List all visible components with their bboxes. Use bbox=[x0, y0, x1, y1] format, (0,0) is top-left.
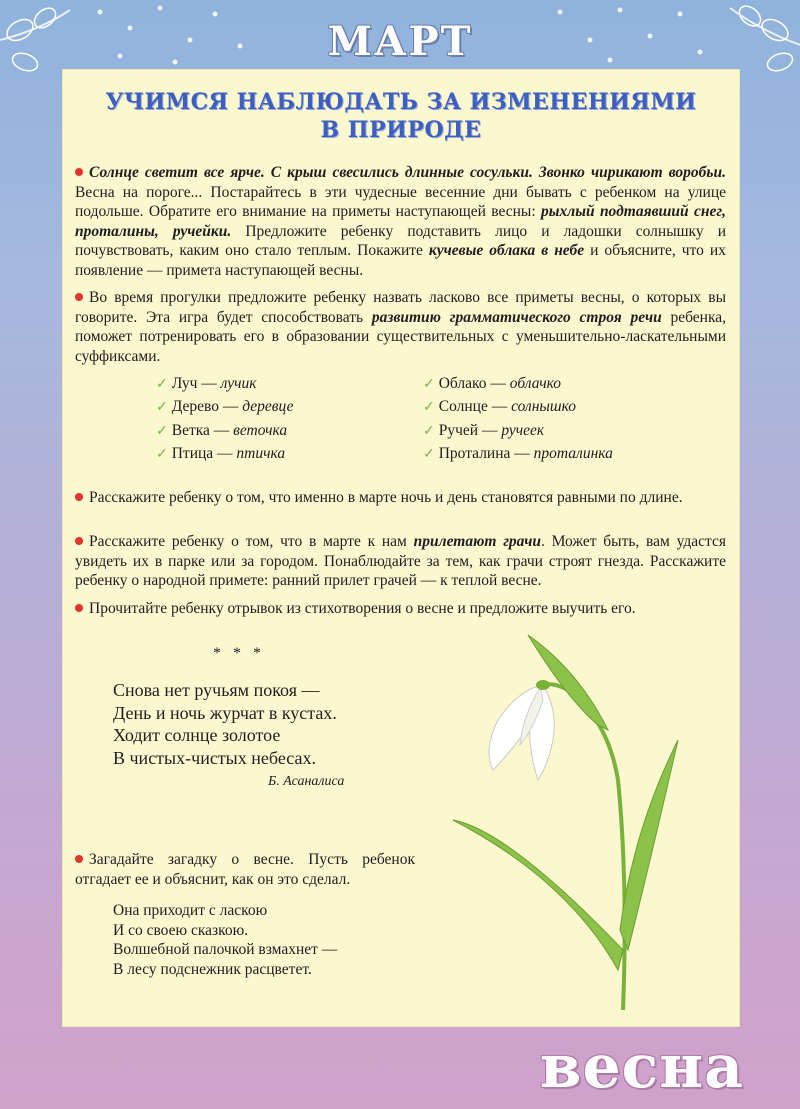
pair-8 bbox=[423, 445, 613, 463]
pair-diminutive: деревце bbox=[242, 398, 294, 415]
p1-bold-2: рыхлый подтаявший снег, проталины, ручейки. bbox=[75, 203, 726, 240]
poem-line: День и ночь журчат в кустах. bbox=[113, 702, 337, 723]
pair-dash: — bbox=[487, 398, 512, 415]
pair-diminutive: ручеек bbox=[501, 422, 545, 439]
riddle-line: Волшебной палочкой взмахнет — bbox=[113, 941, 338, 958]
pair-dash: — bbox=[486, 375, 510, 392]
p2-bold: развитию грамматического строя речи bbox=[371, 308, 662, 326]
red-dot-icon bbox=[75, 537, 83, 545]
pair-word: Птица bbox=[171, 445, 214, 462]
pair-diminutive: солнышко bbox=[511, 398, 576, 415]
p4-text-b: . Может быть, вам удастся увидеть их в парке или за городом. Понаблюдайте за тем, как грачи строят гнезда. Расскажите ребенку о народной примете: ранний прилет грачей — к теплой весне. bbox=[75, 533, 726, 589]
p3-text: Расскажите ребенку о том, что именно в марте ночь и день становятся равными по длине. bbox=[89, 489, 683, 506]
check-icon: ✓ bbox=[156, 377, 168, 392]
pair-diminutive: лучик bbox=[220, 375, 257, 392]
poem-line: В чистых-чистых небесах. bbox=[113, 747, 316, 768]
pair-word: Луч bbox=[171, 375, 198, 392]
pair-dash: — bbox=[209, 422, 234, 439]
pair-5 bbox=[423, 375, 561, 393]
paragraph-2 bbox=[75, 288, 726, 366]
check-icon: ✓ bbox=[423, 424, 435, 439]
check-icon: ✓ bbox=[423, 377, 435, 392]
check-icon: ✓ bbox=[156, 447, 168, 462]
red-dot-icon bbox=[75, 855, 83, 863]
pair-7 bbox=[423, 422, 544, 440]
p1-text-c: и объясните, что их появление — примета наступающей весны. bbox=[75, 242, 726, 279]
pair-diminutive: облачко bbox=[509, 375, 562, 392]
riddle-line: В лесу подснежник расцветет. bbox=[113, 960, 312, 978]
paragraph-3 bbox=[75, 488, 726, 508]
pair-dash: — bbox=[218, 398, 243, 415]
title-line-1: УЧИМСЯ НАБЛЮДАТЬ ЗА ИЗМЕНЕНИЯМИ bbox=[105, 89, 697, 115]
title-line-2: В ПРИРОДЕ bbox=[320, 117, 482, 143]
check-icon: ✓ bbox=[156, 400, 168, 415]
red-dot-icon bbox=[75, 604, 83, 612]
poem-line: Снова нет ручьям покоя — bbox=[113, 680, 320, 700]
paragraph-1 bbox=[75, 163, 726, 280]
check-icon: ✓ bbox=[423, 447, 435, 462]
pair-diminutive: веточка bbox=[233, 422, 288, 439]
pair-dash: — bbox=[197, 375, 221, 392]
riddle bbox=[113, 901, 337, 979]
pair-diminutive: птичка bbox=[236, 445, 286, 462]
pair-dash: — bbox=[510, 445, 534, 462]
poem-author: Б. Асаналиса bbox=[268, 774, 345, 789]
snowdrop-illustration bbox=[448, 630, 688, 1020]
pair-word: Солнце bbox=[438, 398, 488, 415]
pair-1 bbox=[156, 375, 257, 393]
pair-6 bbox=[423, 398, 576, 416]
season-label: весна bbox=[539, 1032, 744, 1102]
poem bbox=[113, 679, 337, 769]
month-header: МАРТ bbox=[327, 18, 473, 65]
p1-text-a: Весна на пороге... Постарайтесь в эти чудесные весенние дни бывать с ребенком на улице подольше. Обратите его внимание на приметы наступающей весны: bbox=[75, 183, 726, 220]
paragraph-6 bbox=[75, 850, 415, 889]
riddle-line: И со своею сказкою. bbox=[113, 921, 249, 939]
poem-stars: * * * bbox=[213, 645, 265, 662]
pair-2 bbox=[156, 398, 294, 416]
p6-text: Загадайте загадку о весне. Пусть ребенок отгадает ее и объяснит, как он это сделал. bbox=[75, 851, 415, 888]
pair-word: Проталина bbox=[438, 445, 511, 462]
pair-word: Ручей bbox=[438, 422, 479, 439]
red-dot-icon bbox=[75, 168, 83, 176]
pair-4 bbox=[156, 445, 285, 463]
p4-bold: прилетают грачи bbox=[413, 533, 541, 550]
red-dot-icon bbox=[75, 493, 83, 501]
pair-word: Ветка bbox=[171, 422, 210, 439]
poem-line: Ходит солнце золотое bbox=[113, 725, 281, 745]
p2-text-b: ребенка, поможет потренировать его в образовании существительных с уменьшительно-ласкательными суффиксами. bbox=[75, 308, 726, 365]
paragraph-4 bbox=[75, 532, 726, 591]
p1-text-b: Предложите ребенку подставить лицо и ладошки солнышку и почувствовать, каким оно стало теплым. Покажите bbox=[75, 222, 726, 259]
red-dot-icon bbox=[75, 293, 83, 301]
pair-word: Дерево bbox=[171, 398, 219, 415]
page-title bbox=[63, 88, 739, 144]
p1-bold-3: кучевые облака в небе bbox=[428, 242, 585, 259]
check-icon: ✓ bbox=[156, 424, 168, 439]
content-panel bbox=[63, 70, 739, 1026]
p5-text: Прочитайте ребенку отрывок из стихотворения о весне и предложите выучить его. bbox=[89, 600, 636, 617]
check-icon: ✓ bbox=[423, 400, 435, 415]
pair-diminutive: проталинка bbox=[533, 445, 613, 462]
pair-word: Облако bbox=[438, 375, 487, 392]
pair-dash: — bbox=[213, 445, 237, 462]
p2-text-a: Во время прогулки предложите ребенку назвать ласково все приметы весны, о которых вы говорите. Эта игра будет способствовать bbox=[75, 289, 726, 326]
p1-bold: Солнце светит все ярче. С крыш свесились длинные сосульки. Звонко чирикают воробьи. bbox=[89, 164, 726, 181]
riddle-line: Она приходит с ласкою bbox=[113, 902, 268, 919]
p4-text-a: Расскажите ребенку о том, что в марте к нам bbox=[89, 533, 414, 550]
pair-3 bbox=[156, 422, 287, 440]
pair-dash: — bbox=[478, 422, 502, 439]
paragraph-5 bbox=[75, 599, 726, 619]
